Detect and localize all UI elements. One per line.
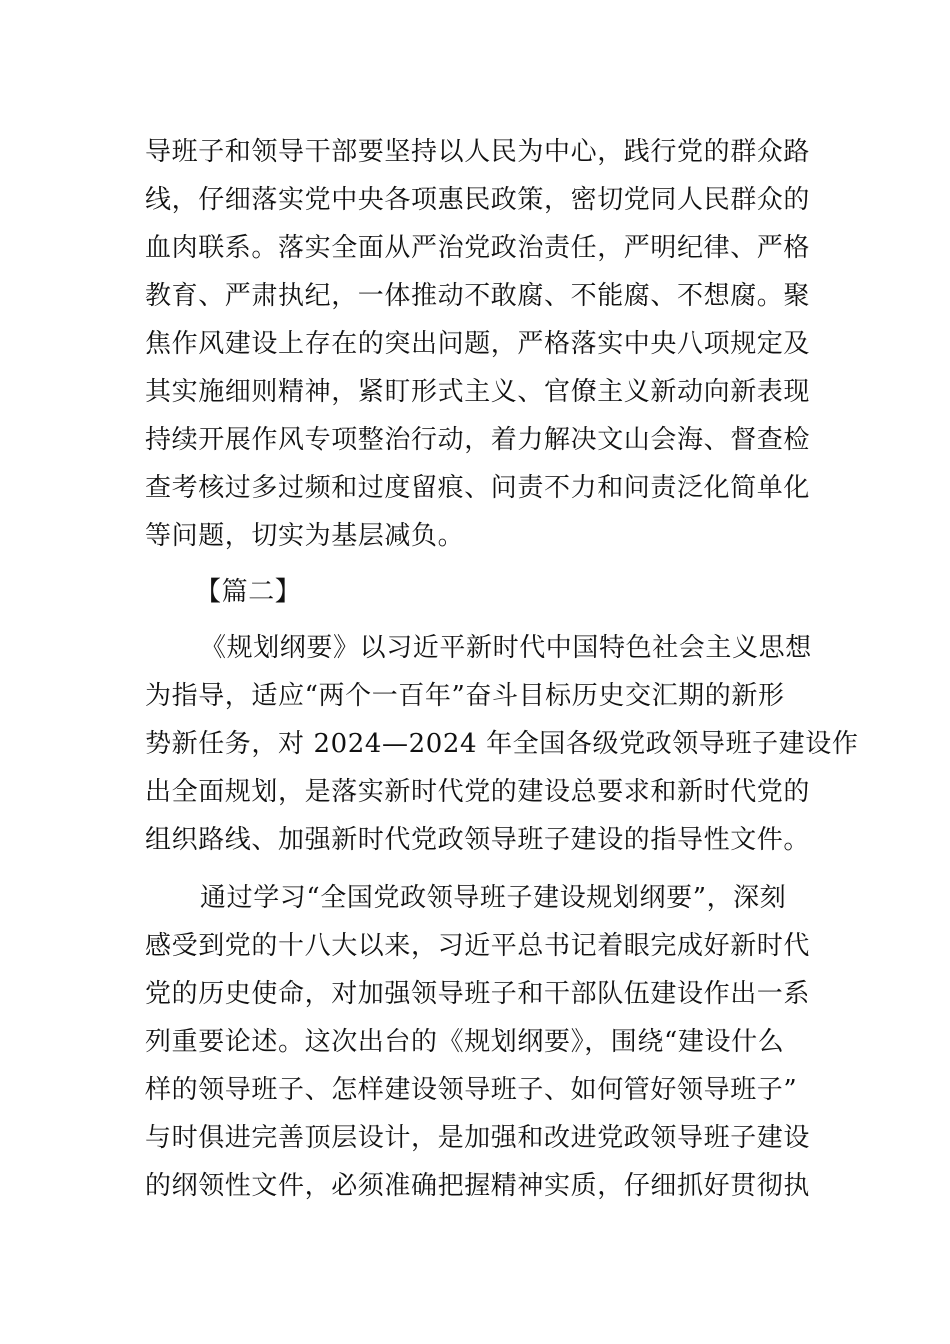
paragraph-1-line-6: 其实施细则精神，紧盯形式主义、官僚主义新动向新表现 xyxy=(145,377,811,407)
paragraph-3-line-4: 列重要论述。这次出台的《规划纲要》，围绕“建设什么 xyxy=(145,1027,785,1057)
section-heading: 【篇二】 xyxy=(195,577,302,607)
paragraph-3-line-6: 与时俱进完善顶层设计，是加强和改进党政领导班子建设 xyxy=(145,1123,811,1153)
paragraph-1-line-8: 查考核过多过频和过度留痕、问责不力和问责泛化简单化 xyxy=(145,473,811,503)
paragraph-1-line-5: 焦作风建设上存在的突出问题，严格落实中央八项规定及 xyxy=(145,329,811,359)
paragraph-3-line-5: 样的领导班子、怎样建设领导班子、如何管好领导班子” xyxy=(145,1075,798,1105)
paragraph-3-line-3: 党的历史使命，对加强领导班子和干部队伍建设作出一系 xyxy=(145,979,811,1009)
paragraph-1-line-1: 导班子和领导干部要坚持以人民为中心，践行党的群众路 xyxy=(145,137,811,167)
paragraph-2-line-4: 出全面规划，是落实新时代党的建设总要求和新时代党的 xyxy=(145,777,811,807)
paragraph-3-line-2: 感受到党的十八大以来，习近平总书记着眼完成好新时代 xyxy=(145,931,811,961)
paragraph-3-line-7: 的纲领性文件，必须准确把握精神实质，仔细抓好贯彻执 xyxy=(145,1171,811,1201)
paragraph-1-line-9: 等问题，切实为基层减负。 xyxy=(145,521,465,551)
paragraph-1-line-3: 血肉联系。落实全面从严治党政治责任，严明纪律、严格 xyxy=(145,233,811,263)
paragraph-2-line-1: 《规划纲要》以习近平新时代中国特色社会主义思想 xyxy=(200,633,812,663)
paragraph-2-line-3: 势新任务，对 2024—2024 年全国各级党政领导班子建设作 xyxy=(145,729,859,759)
paragraph-1-line-7: 持续开展作风专项整治行动，着力解决文山会海、督查检 xyxy=(145,425,811,455)
paragraph-3-line-1: 通过学习“全国党政领导班子建设规划纲要”，深刻 xyxy=(200,883,787,913)
paragraph-1-line-2: 线，仔细落实党中央各项惠民政策，密切党同人民群众的 xyxy=(145,185,811,215)
paragraph-2-line-2: 为指导，适应“两个一百年”奋斗目标历史交汇期的新形 xyxy=(145,681,785,711)
paragraph-1-line-4: 教育、严肃执纪，一体推动不敢腐、不能腐、不想腐。聚 xyxy=(145,281,811,311)
paragraph-2-line-5: 组织路线、加强新时代党政领导班子建设的指导性文件。 xyxy=(145,825,811,855)
